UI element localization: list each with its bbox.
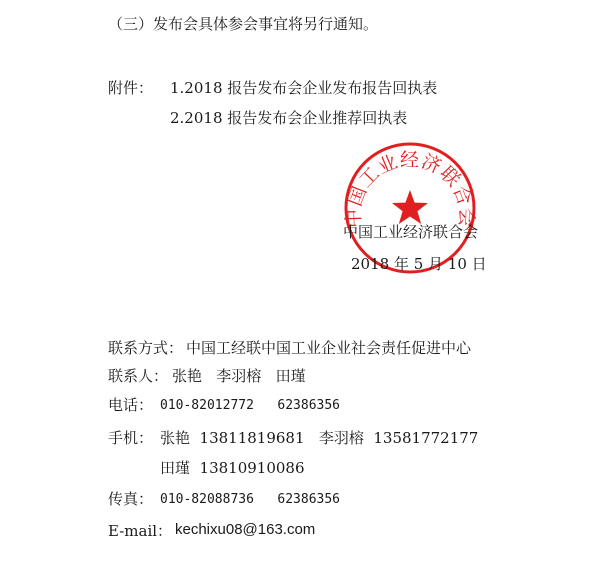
contact-method-label: 联系方式： bbox=[108, 339, 184, 357]
attachments-label: 附件： bbox=[108, 79, 154, 97]
fax-value: 010-82088736 62386356 bbox=[160, 492, 341, 507]
contact-method-value: 中国工经联中国工业企业社会责任促进中心 bbox=[186, 339, 472, 357]
attachment-item-1: 1.2018 报告发布会企业发布报告回执表 bbox=[170, 79, 438, 97]
seal-text: 中国工业经济联合会 bbox=[342, 148, 478, 229]
mobile-line-2: 田瑾 13810910086 bbox=[160, 459, 305, 477]
mobile-line-1: 张艳 13811819681 李羽榕 13581772177 bbox=[160, 429, 479, 447]
email-value: kechixu08@163.com bbox=[175, 521, 316, 538]
phone-value: 010-82012772 62386356 bbox=[160, 398, 341, 413]
contact-persons-value: 张艳 李羽榕 田瑾 bbox=[172, 367, 306, 385]
phone-label: 电话： bbox=[108, 396, 154, 414]
email-label: E-mail： bbox=[108, 522, 173, 540]
notice-line: （三）发布会具体参会事宜将另行通知。 bbox=[108, 15, 379, 33]
attachment-item-2: 2.2018 报告发布会企业推荐回执表 bbox=[170, 109, 408, 127]
signature-date: 2018 年 5 月 10 日 bbox=[351, 255, 487, 273]
contact-persons-label: 联系人： bbox=[108, 367, 169, 385]
signature-org: 中国工业经济联合会 bbox=[343, 223, 479, 241]
seal-star-icon bbox=[392, 190, 428, 224]
mobile-label: 手机： bbox=[108, 429, 154, 447]
fax-label: 传真： bbox=[108, 490, 154, 508]
